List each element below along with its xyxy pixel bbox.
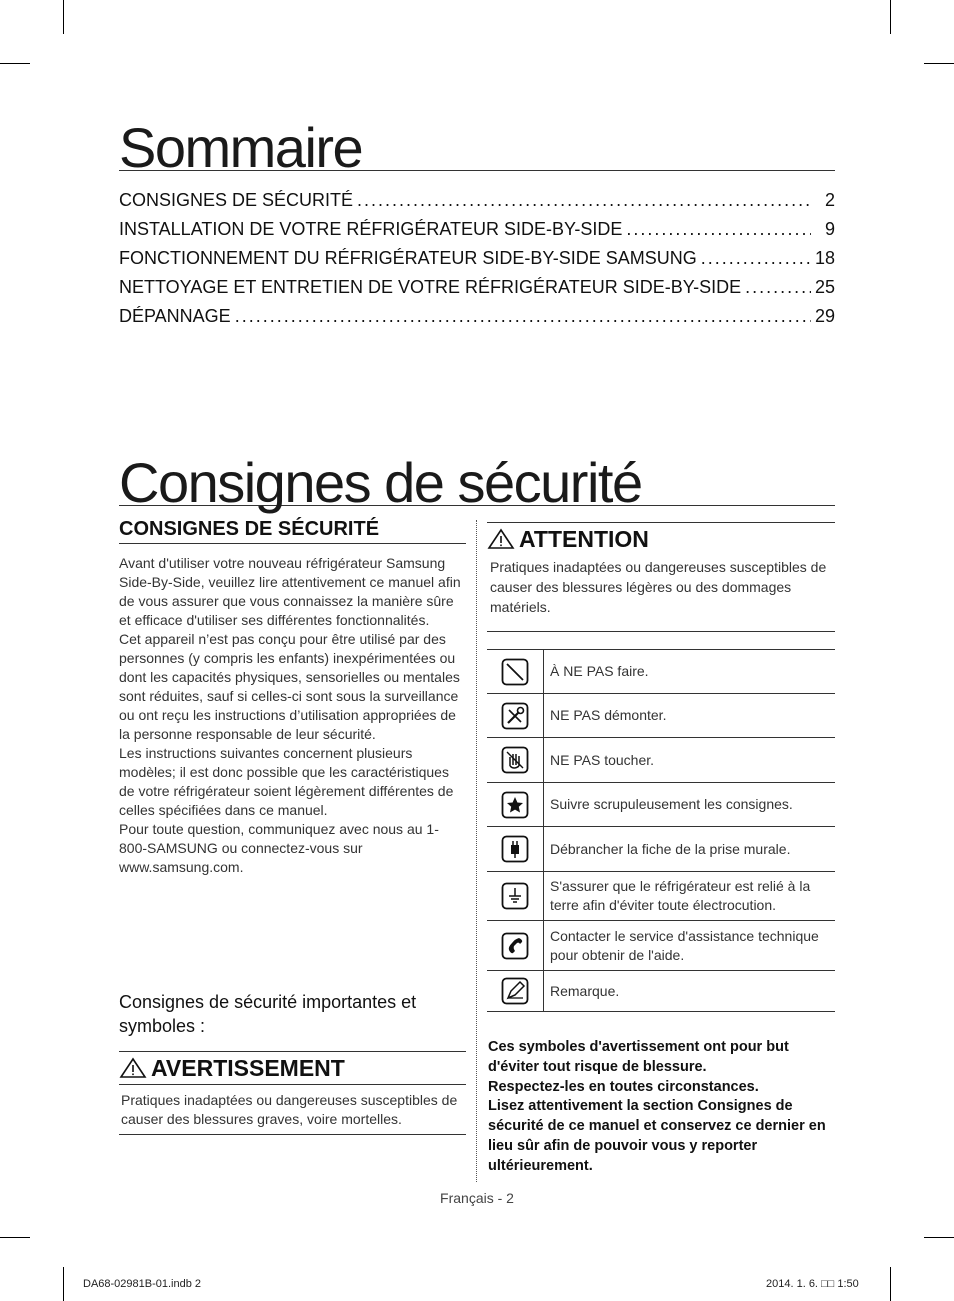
page-number: Français - 2 — [440, 1190, 514, 1206]
symbols-subtitle: Consignes de sécurité importantes et symboles : — [119, 992, 417, 1036]
symbol-row — [487, 693, 835, 737]
no-touch-icon — [487, 738, 544, 782]
imprint-file: DA68-02981B-01.indb 2 — [83, 1278, 202, 1290]
paragraph: Les instructions suivantes concernent plusieurs modèles; il est donc possible que les caractéristiques de votre réfrigérateur soient légèrement différentes de celles spécifiées dans ce manuel. — [119, 745, 454, 818]
right-column — [487, 522, 835, 632]
crop-mark — [63, 1267, 64, 1301]
section-title: CONSIGNES DE SÉCURITÉ — [119, 518, 466, 544]
unplug-icon — [487, 827, 544, 871]
note-line: Respectez-les en toutes circonstances. — [488, 1078, 759, 1095]
symbols-note — [488, 1038, 838, 1177]
crop-mark — [924, 63, 954, 64]
note-line: Lisez attentivement la section Consignes de sécurité de ce manuel et conservez ce dernier en lieu sûr afin de pouvoir vous y reporter ultérieurement. — [488, 1098, 826, 1174]
symbol-row — [487, 871, 835, 920]
note-line: Ces symboles d'avertissement ont pour but d'éviter tout risque de blessure. — [488, 1039, 789, 1075]
symbol-text: Suivre scrupuleusement les consignes. — [550, 796, 793, 812]
warning-triangle-icon — [487, 528, 515, 550]
symbol-text: Remarque. — [550, 982, 620, 999]
prohibited-icon — [487, 650, 544, 693]
consignes-title: Consignes de sécurité — [119, 449, 835, 506]
star-icon — [487, 783, 544, 826]
warning-header — [119, 1051, 466, 1085]
attention-title: ATTENTION — [519, 525, 649, 552]
toc-entry[interactable]: INSTALLATION DE VOTRE RÉFRIGÉRATEUR SIDE-BY-SIDE ..... 9 — [119, 219, 835, 248]
symbol-text: À NE PAS faire. — [550, 663, 649, 679]
symbol-row — [487, 782, 835, 826]
toc-entry[interactable]: NETTOYAGE ET ENTRETIEN DE VOTRE RÉFRIGÉRATEUR SIDE-BY-SIDE ..... 25 — [119, 277, 835, 306]
warning-text: Pratiques inadaptées ou dangereuses susceptibles de causer des blessures graves, voire mortelles. — [119, 1085, 466, 1135]
crop-mark — [890, 0, 891, 34]
symbols-table — [487, 649, 835, 1012]
symbol-text: Contacter le service d'assistance technique pour obtenir de l'aide. — [550, 927, 819, 963]
column-divider — [476, 520, 477, 1182]
crop-mark — [0, 63, 30, 64]
symbol-row — [487, 737, 835, 782]
warning-triangle-icon — [119, 1057, 147, 1079]
toc-entry[interactable]: DÉPANNAGE ..... 29 — [119, 306, 835, 335]
paragraph: Avant d'utiliser votre nouveau réfrigérateur Samsung Side-By-Side, veuillez lire attentivement ce manuel afin de vous assurer que vous connaissez la manière sûre et efficace d'utiliser ses différentes fonctionnalités. — [119, 555, 461, 628]
symbol-row — [487, 970, 835, 1012]
ground-icon — [487, 872, 544, 920]
crop-mark — [924, 1237, 954, 1238]
symbol-row — [487, 826, 835, 871]
table-of-contents — [119, 190, 835, 335]
left-column — [119, 518, 466, 877]
symbol-text: Débrancher la fiche de la prise murale. — [550, 840, 791, 857]
toc-entry[interactable]: CONSIGNES DE SÉCURITÉ ..... 2 — [119, 190, 835, 219]
symbol-text: NE PAS démonter. — [550, 707, 667, 723]
attention-header — [487, 522, 835, 555]
attention-text: Pratiques inadaptées ou dangereuses susceptibles de causer des blessures légères ou des dommages matériels. — [487, 555, 835, 632]
warning-title: AVERTISSEMENT — [151, 1054, 345, 1081]
symbol-text: S'assurer que le réfrigérateur est relié à la terre afin d'éviter toute électrocution. — [550, 878, 811, 913]
paragraph: Pour toute question, communiquez avec nous au 1-800-SAMSUNG ou connectez-vous sur www.samsung.com. — [119, 821, 439, 875]
sommaire-title: Sommaire — [119, 114, 835, 171]
warning-box — [119, 1051, 466, 1135]
imprint-date: 2014. 1. 6. □□ 1:50 — [766, 1278, 859, 1290]
symbol-row — [487, 649, 835, 693]
crop-mark — [63, 0, 64, 34]
symbol-row — [487, 920, 835, 970]
phone-icon — [487, 921, 544, 970]
note-icon — [487, 971, 544, 1011]
crop-mark — [0, 1237, 30, 1238]
symbol-text: NE PAS toucher. — [550, 751, 655, 768]
intro-text — [119, 554, 466, 877]
paragraph: Cet appareil n’est pas conçu pour être utilisé par des personnes (y compris les enfants) inexpérimentées ou dont les capacités physiques, sensorielles ou mentales sont réduites, sauf si celles-ci sont sous la surveillance ou ont reçu les instructions d’utilisation appropriées de la personne responsable de leur sécurité. — [119, 631, 460, 742]
no-disassemble-icon — [487, 694, 544, 737]
toc-entry[interactable]: FONCTIONNEMENT DU RÉFRIGÉRATEUR SIDE-BY-SIDE SAMSUNG ..... 18 — [119, 248, 835, 277]
crop-mark — [890, 1267, 891, 1301]
